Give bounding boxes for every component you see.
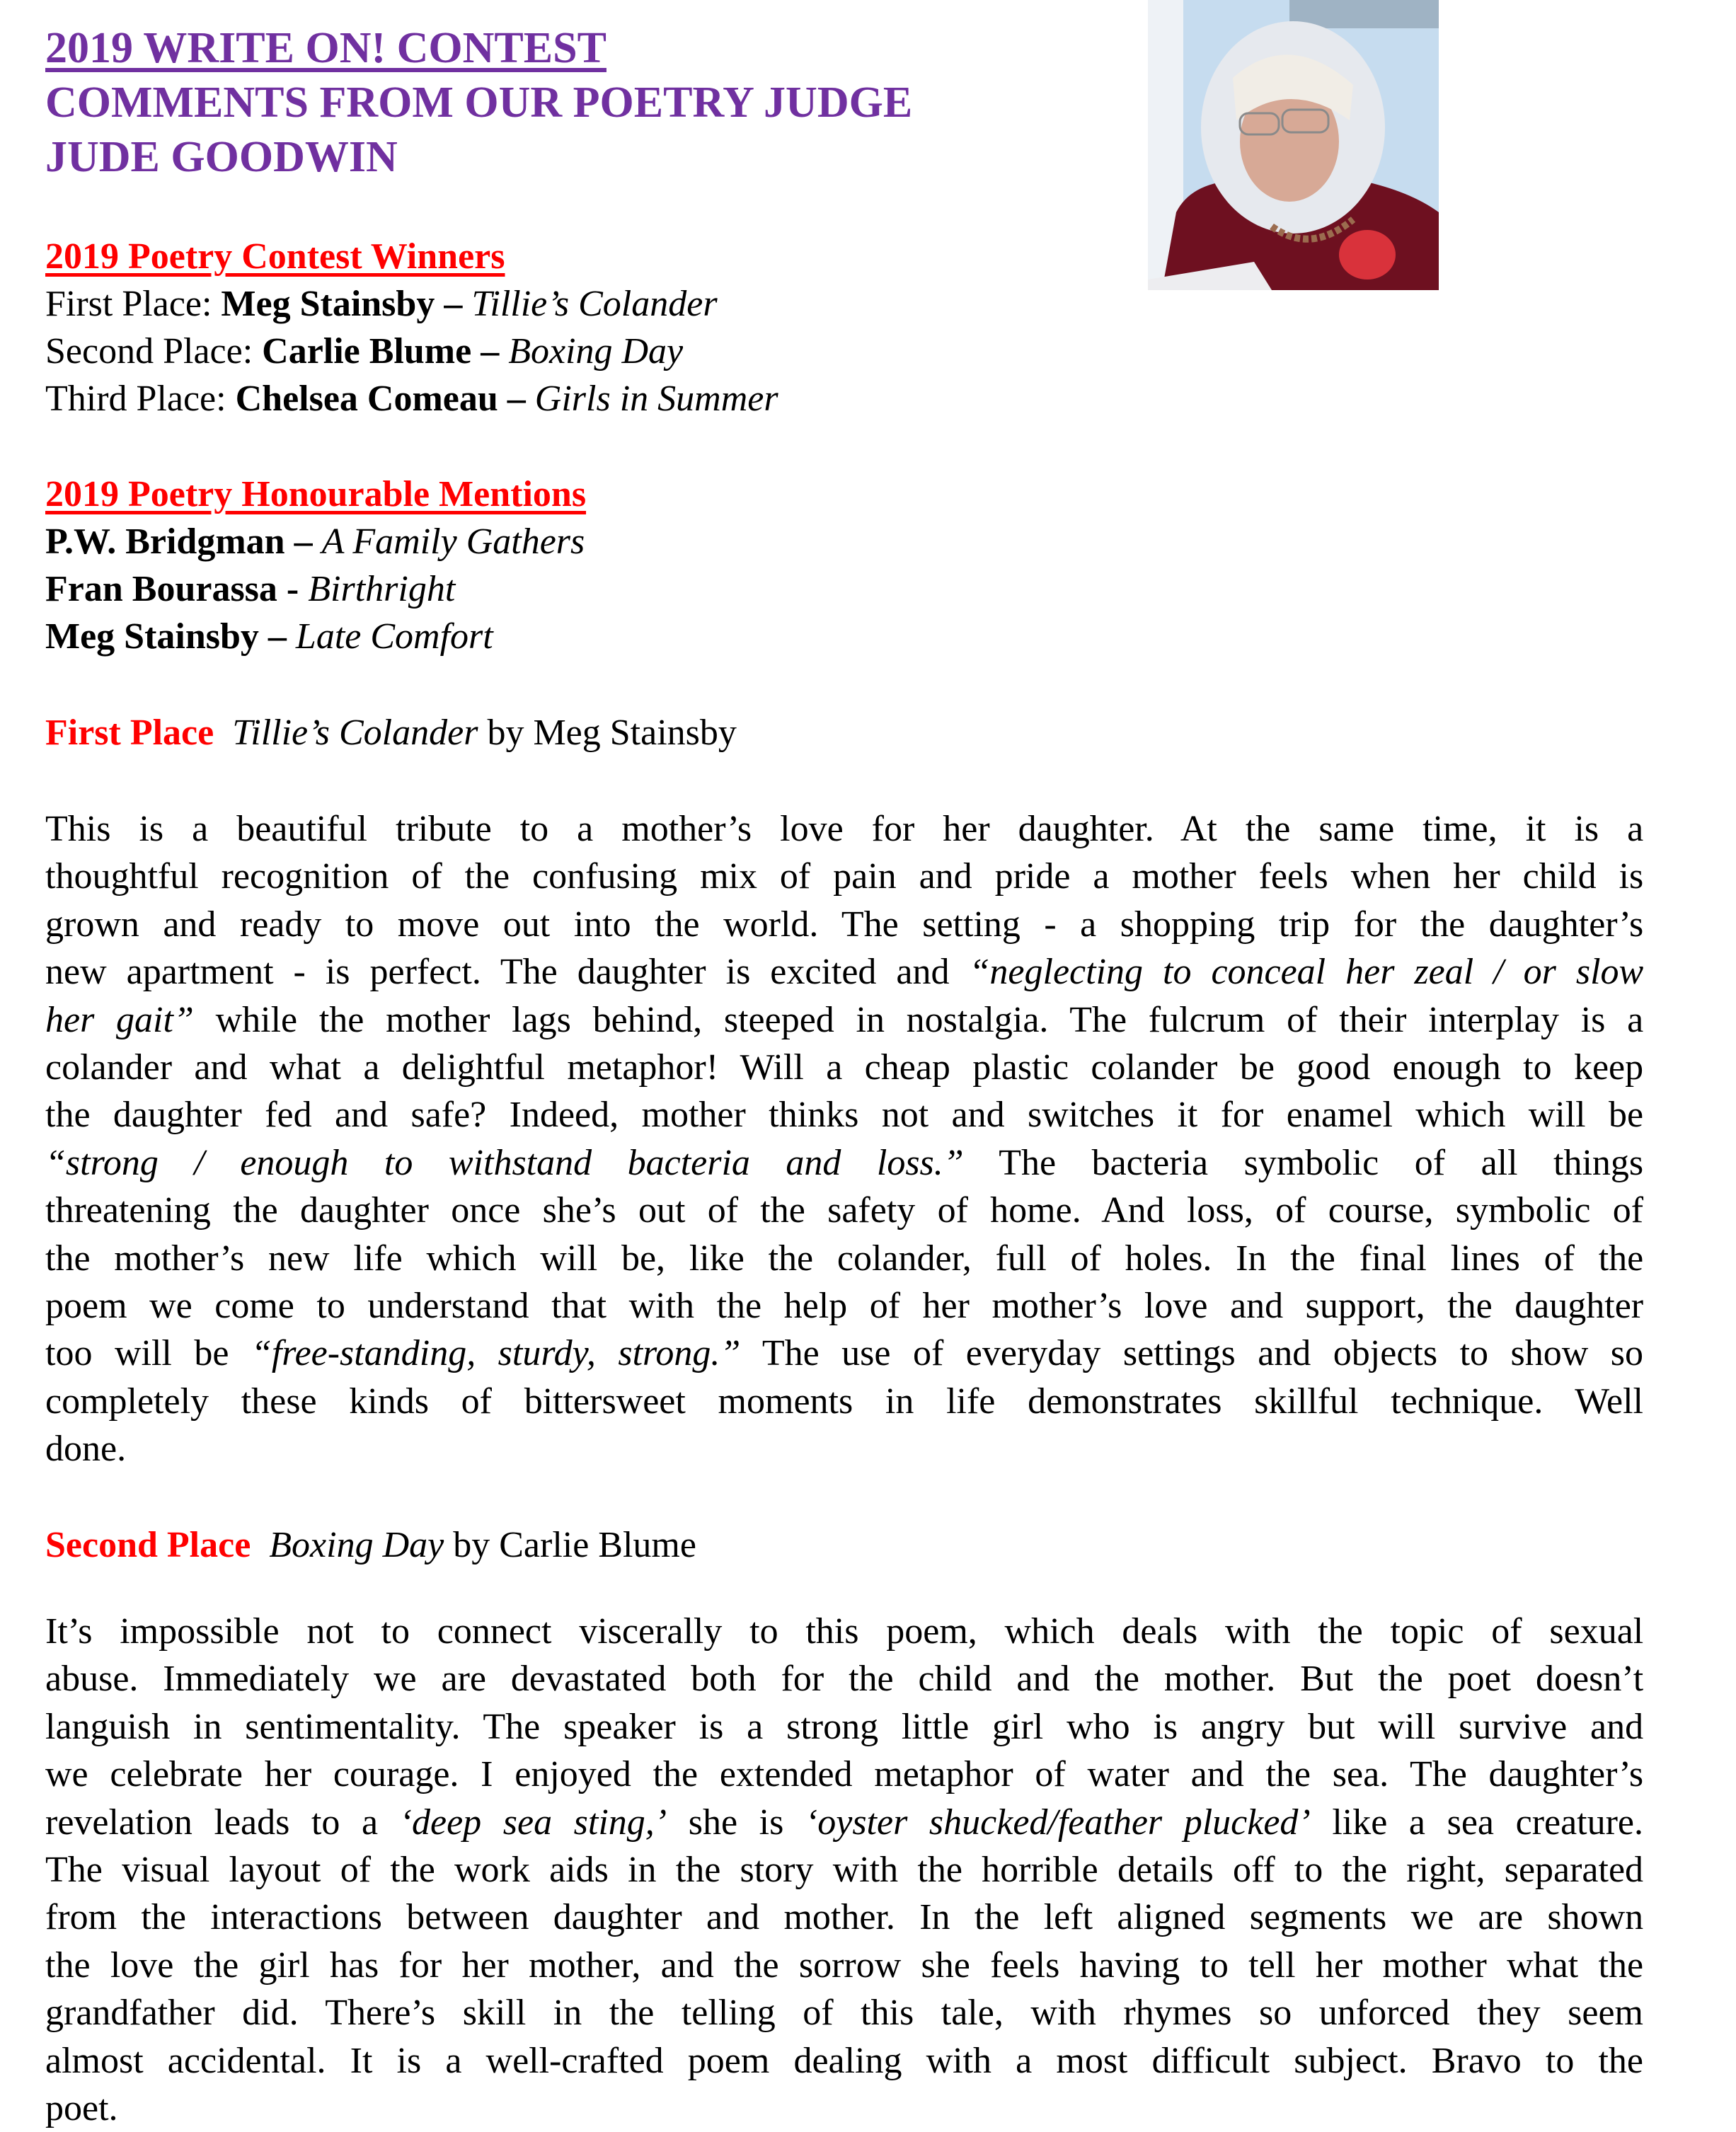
comments-subtitle: COMMENTS FROM OUR POETRY JUDGE <box>45 79 913 127</box>
author-name: Fran Bourassa <box>45 569 277 609</box>
poem-author: by Meg Stainsby <box>478 713 737 753</box>
poem-title: Birthright <box>308 569 456 609</box>
separator: – <box>471 331 509 371</box>
paragraph-line: from the interactions between daughter and mother. In the left aligned segments we are shown <box>45 1897 1644 1938</box>
place-label: First Place: <box>45 284 222 324</box>
author-name: P.W. Bridgman <box>45 522 285 562</box>
review-label: First Place <box>45 713 214 753</box>
paragraph-line: poem we come to understand that with the help of her mother’s love and support, the daughter <box>45 1285 1644 1326</box>
paragraph-line: too will be “free-standing, sturdy, strong.” The use of everyday settings and objects to show so <box>45 1333 1644 1374</box>
paragraph-line: thoughtful recognition of the confusing mix of pain and pride a mother feels when her child is <box>45 856 1644 897</box>
winner-third <box>45 376 778 422</box>
review-heading-second <box>45 1522 696 1569</box>
paragraph-line: The visual layout of the work aids in the story with the horrible details off to the right, separated <box>45 1849 1644 1890</box>
paragraph-line: languish in sentimentality. The speaker is a strong little girl who is angry but will survive and <box>45 1706 1644 1747</box>
poem-title: Tillie’s Colander <box>232 713 478 753</box>
paragraph-line: grandfather did. There’s skill in the telling of this tale, with rhymes so unforced they seem <box>45 1993 1643 2034</box>
winner-first <box>45 281 718 328</box>
paragraph-line: the mother’s new life which will be, like the colander, full of holes. In the final lines of the <box>45 1238 1644 1279</box>
author-name: Meg Stainsby <box>221 284 435 324</box>
paragraph-line: new apartment - is perfect. The daughter is excited and “neglecting to conceal her zeal / or slow <box>45 952 1644 993</box>
author-name: Meg Stainsby <box>45 616 259 657</box>
paragraph-line: This is a beautiful tribute to a mother’s love for her daughter. At the same time, it is a <box>45 809 1644 849</box>
paragraph-line: It’s impossible not to connect viscerally to this poem, which deals with the topic of sexual <box>45 1611 1644 1652</box>
poem-title: Tillie’s Colander <box>471 284 718 324</box>
poem-title: Boxing Day <box>508 331 684 371</box>
poem-title: A Family Gathers <box>321 522 585 562</box>
paragraph-line: the daughter fed and safe? Indeed, mother thinks not and switches it for enamel which will be <box>45 1095 1644 1136</box>
separator: – <box>435 284 472 324</box>
honourable-entry <box>45 566 455 613</box>
paragraph-line: “strong / enough to withstand bacteria and loss.” The bacteria symbolic of all things <box>45 1142 1644 1183</box>
poem-title: Late Comfort <box>295 616 493 657</box>
review-paragraph-second <box>45 1608 1643 2132</box>
winner-second <box>45 328 683 375</box>
poem-title: Girls in Summer <box>534 379 778 419</box>
paragraph-line: almost accidental. It is a well-crafted poem dealing with a most difficult subject. Bravo to the <box>45 2040 1643 2081</box>
paragraph-line: her gait” while the mother lags behind, steeped in nostalgia. The fulcrum of their interplay is a <box>45 999 1644 1040</box>
separator: - <box>277 569 309 609</box>
contest-title: 2019 WRITE ON! CONTEST <box>45 24 607 72</box>
winners-heading: 2019 Poetry Contest Winners <box>45 236 505 277</box>
review-paragraph-first <box>45 805 1643 1473</box>
honourable-entry <box>45 613 493 660</box>
separator: – <box>258 616 296 657</box>
poem-title: Boxing Day <box>269 1525 444 1565</box>
poem-author: by Carlie Blume <box>444 1525 696 1565</box>
paragraph-line: threatening the daughter once she’s out of the safety of home. And loss, of course, symbolic of <box>45 1190 1644 1231</box>
judge-photo <box>1148 0 1439 290</box>
place-label: Second Place: <box>45 331 263 371</box>
review-heading-first <box>45 710 737 756</box>
paragraph-line: poet. <box>45 2087 118 2128</box>
place-label: Third Place: <box>45 379 236 419</box>
honourable-heading: 2019 Poetry Honourable Mentions <box>45 474 587 514</box>
author-name: Carlie Blume <box>262 331 472 371</box>
paragraph-line: done. <box>45 1429 127 1470</box>
honourable-entry <box>45 519 585 565</box>
paragraph-line: we celebrate her courage. I enjoyed the extended metaphor of water and the sea. The daughter’s <box>45 1754 1644 1795</box>
review-label: Second Place <box>45 1525 251 1565</box>
paragraph-line: abuse. Immediately we are devastated both for the child and the mother. But the poet doesn’t <box>45 1659 1644 1700</box>
author-name: Chelsea Comeau <box>235 379 498 419</box>
judge-name: JUDE GOODWIN <box>45 133 398 181</box>
paragraph-line: colander and what a delightful metaphor! Will a cheap plastic colander be good enough to keep <box>45 1047 1644 1088</box>
paragraph-line: grown and ready to move out into the world. The setting - a shopping trip for the daughter’s <box>45 904 1644 945</box>
paragraph-line: the love the girl has for her mother, and the sorrow she feels having to tell her mother what the <box>45 1944 1644 1986</box>
separator: – <box>498 379 535 419</box>
paragraph-line: revelation leads to a ‘deep sea sting,’ she is ‘oyster shucked/feather plucked’ like a sea creature. <box>45 1802 1644 1843</box>
paragraph-line: completely these kinds of bittersweet moments in life demonstrates skillful technique. Well <box>45 1381 1643 1422</box>
portrait-image <box>1148 0 1439 290</box>
page-title <box>45 21 912 185</box>
separator: – <box>284 522 322 562</box>
